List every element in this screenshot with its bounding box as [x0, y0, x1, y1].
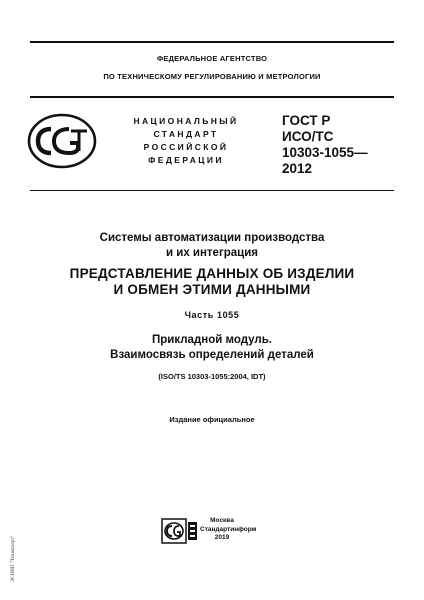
top-rule: [30, 41, 394, 43]
main-title: [0, 266, 424, 298]
series-title: [0, 231, 424, 261]
national-standard-line: ФЕДЕРАЦИИ: [148, 155, 224, 165]
publisher-city: Москва: [210, 517, 234, 524]
designation-line: ИСО/ТС: [282, 129, 334, 144]
iso-reference: (ISO/TS 10303-1055:2004, IDT): [158, 372, 266, 381]
module-title-line: Взаимосвязь определений деталей: [110, 349, 314, 361]
part-number: Часть 1055: [184, 310, 240, 320]
designation-rule: [30, 190, 394, 191]
standard-designation: [282, 113, 368, 177]
designation-line: 2012: [282, 161, 313, 176]
series-title-line: и их интеграция: [165, 247, 259, 259]
gost-r-certification-logo-icon: [27, 113, 97, 169]
publisher-info: [200, 517, 257, 543]
series-title-line: Системы автоматизации производства: [99, 232, 325, 244]
standartinform-logo-icon: [161, 518, 199, 544]
national-standard-line: РОССИЙСКОЙ: [143, 142, 229, 152]
side-stamp-text: ЭСНИП "Техэксперт": [11, 535, 16, 582]
publisher-year: 2019: [214, 534, 230, 541]
agency-name-line1: ФЕДЕРАЛЬНОЕ АГЕНТСТВО: [156, 54, 268, 63]
side-stamp: [7, 512, 17, 584]
publisher-name: Стандартинформ: [200, 525, 257, 533]
edition-label: Издание официальное: [169, 415, 255, 424]
main-title-line: И ОБМЕН ЭТИМИ ДАННЫМИ: [113, 282, 311, 297]
national-standard-label: [118, 115, 254, 167]
agency-name-line2: ПО ТЕХНИЧЕСКОМУ РЕГУЛИРОВАНИЮ И МЕТРОЛОГИИ: [103, 72, 321, 81]
header-rule: [30, 96, 394, 98]
module-title: [0, 333, 424, 363]
designation-line: 10303-1055—: [282, 145, 368, 160]
national-standard-line: НАЦИОНАЛЬНЫЙ: [133, 116, 239, 126]
national-standard-line: СТАНДАРТ: [153, 129, 219, 139]
main-title-line: ПРЕДСТАВЛЕНИЕ ДАННЫХ ОБ ИЗДЕЛИИ: [69, 266, 355, 281]
designation-line: ГОСТ Р: [282, 113, 331, 128]
module-title-line: Прикладной модуль.: [152, 334, 272, 346]
